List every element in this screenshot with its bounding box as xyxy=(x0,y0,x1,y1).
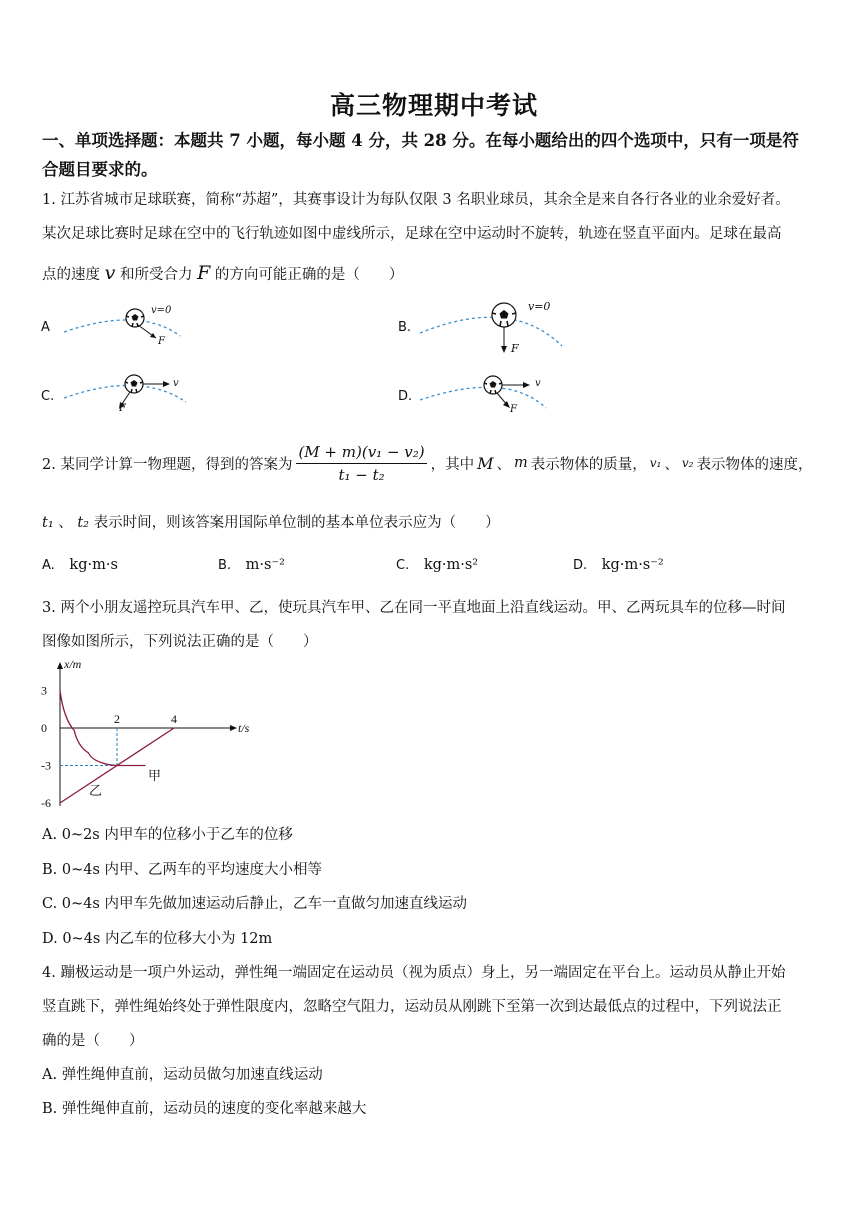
chart-series xyxy=(60,691,174,804)
q3-option-a: A. 0~2s 内甲车的位移小于乙车的位移 xyxy=(42,827,293,843)
football-icon xyxy=(125,375,143,393)
q4-option-a: A. 弹性绳伸直前，运动员做匀加速直线运动 xyxy=(42,1067,323,1083)
q3-option-d: D. 0~4s 内乙车的位移大小为 12m xyxy=(42,931,273,947)
chart-axes xyxy=(57,662,237,806)
x-axis-arrowhead xyxy=(230,725,237,731)
section-heading-line2: 合题目要求的。 xyxy=(42,160,158,179)
q1-line1: 1. 江苏省城市足球联赛，简称“苏超”，其赛事设计为每队仅限 3 名职业球员，其余全是来自各行各业的业余爱好者。 xyxy=(42,192,790,208)
q3-line2: 图像如图所示，下列说法正确的是（ ） xyxy=(42,634,318,650)
q2-v1: v₁ xyxy=(649,456,662,470)
trajectory-curve xyxy=(64,320,180,336)
q1-option-c-diagram xyxy=(60,366,230,426)
q1-line3 xyxy=(42,262,403,284)
y-tick-label: 3 xyxy=(41,683,47,698)
q1-option-b-label: B. xyxy=(398,320,412,335)
y-axis-label: x/m xyxy=(64,657,82,671)
q1-line2: 某次足球比赛时足球在空中的飞行轨迹如图中虚线所示，足球在空中运动时不旋转，轨迹在竖直平面内。足球在最高 xyxy=(42,226,782,242)
q2-speed-text: 表示物体的速度， xyxy=(696,456,813,473)
q2-fraction xyxy=(296,443,426,484)
trajectory-curve xyxy=(420,387,546,408)
q1-option-c-v-label: v xyxy=(173,378,179,389)
q2-option-b-text: m·s⁻² xyxy=(245,557,285,573)
q1-line3-a: 点的速度 xyxy=(42,267,100,283)
q2-v2: v₂ xyxy=(681,456,694,470)
y-tick-label: 0 xyxy=(41,721,47,735)
q1-option-d-v-label: v xyxy=(535,378,541,389)
q1-option-d-diagram xyxy=(416,366,596,426)
exam-title: 高三物理期中考试 xyxy=(329,91,538,120)
football-icon xyxy=(126,309,144,327)
q2-option-b-label: B. xyxy=(218,558,232,573)
q1-option-a-label: A xyxy=(41,320,50,335)
q2-option-a-text: kg·m·s xyxy=(69,557,118,573)
series-yi-label: 乙 xyxy=(89,784,103,799)
q2-denominator: t₁ − t₂ xyxy=(338,465,385,484)
q1-option-b-v-label: v=0 xyxy=(528,300,551,313)
q1-option-c-label: C. xyxy=(41,389,55,404)
velocity-arrowhead xyxy=(523,382,530,388)
q2-option-c-text: kg·m·s² xyxy=(423,557,479,573)
force-arrowhead xyxy=(501,346,507,353)
q4-line1: 4. 蹦极运动是一项户外运动，弹性绳一端固定在运动员（视为质点）身上，另一端固定在平台上。运动员从静止开始 xyxy=(42,965,786,981)
q2-option-d-text: kg·m·s⁻² xyxy=(601,557,664,573)
q1-options xyxy=(40,296,820,426)
series-jia-label: 甲 xyxy=(148,769,162,784)
q4-line3: 确的是（ ） xyxy=(42,1033,144,1049)
q1-v-symbol: v xyxy=(104,262,116,284)
q2-option-a xyxy=(42,557,118,573)
q2-option-d-label: D. xyxy=(573,558,588,573)
q3-option-b: B. 0~4s 内甲、乙两车的平均速度大小相等 xyxy=(42,862,323,878)
football-icon xyxy=(492,303,516,327)
q2-option-c xyxy=(396,557,478,573)
q3-option-c: C. 0~4s 内甲车先做加速运动后静止，乙车一直做匀加速直线运动 xyxy=(42,896,467,912)
q2-m: m xyxy=(514,455,528,471)
y-axis-arrowhead xyxy=(57,662,63,669)
y-tick-label: -6 xyxy=(41,796,51,810)
q1-option-a-diagram xyxy=(60,296,230,356)
q1-option-d-label: D. xyxy=(398,389,413,404)
q2-mid: ，其中 xyxy=(430,456,475,473)
q2-mass-text: 表示物体的质量， xyxy=(530,456,647,473)
q2-option-b xyxy=(218,557,285,573)
q2-line2-rest: 表示时间，则该答案用国际单位制的基本单位表示应为（ ） xyxy=(93,515,500,531)
q1-option-a-v-label: v=0 xyxy=(151,305,172,316)
q2-line2 xyxy=(42,511,500,532)
chart-labels xyxy=(41,657,250,810)
q1-f-symbol: F xyxy=(197,262,211,284)
velocity-arrowhead xyxy=(163,381,170,387)
q4-option-b: B. 弹性绳伸直前，运动员的速度的变化率越来越大 xyxy=(42,1101,367,1117)
q2-t1: t₁ xyxy=(42,515,54,531)
q1-option-b-f-label: F xyxy=(511,342,519,355)
q2-sep2: 、 xyxy=(664,456,679,473)
x-tick-label: 2 xyxy=(114,712,120,726)
q1-option-a-f-label: F xyxy=(158,336,165,347)
q3-line1: 3. 两个小朋友遥控玩具汽车甲、乙，使玩具汽车甲、乙在同一平直地面上沿直线运动。甲、乙两玩具车的位移—时间 xyxy=(42,600,786,616)
q2-t2: t₂ xyxy=(77,515,89,531)
q2-line1 xyxy=(42,438,812,488)
q1-option-c-f-label: F xyxy=(119,403,126,414)
q1-line3-c: 的方向可能正确的是（ ） xyxy=(214,267,404,283)
x-axis-label: t/s xyxy=(238,721,250,735)
q2-numerator: (M + m)(v₁ − v₂) xyxy=(296,443,426,464)
q2-line2-sep: 、 xyxy=(58,515,73,531)
q2-M: M xyxy=(477,453,494,473)
football-icon xyxy=(484,376,502,394)
q2-option-c-label: C. xyxy=(396,558,410,573)
q2-sep1: 、 xyxy=(496,456,512,473)
q4-line2: 竖直跳下，弹性绳始终处于弹性限度内，忽略空气阻力，运动员从刚跳下至第一次到达最低点的过程中，下列说法正 xyxy=(42,999,782,1015)
x-tick-label: 4 xyxy=(171,712,177,726)
chart-guides xyxy=(60,728,117,766)
q2-option-a-label: A. xyxy=(42,558,55,573)
q2-prefix: 2. 某同学计算一物理题，得到的答案为 xyxy=(42,456,293,473)
section-heading xyxy=(42,126,832,184)
q2-option-d xyxy=(573,557,664,573)
y-tick-label: -3 xyxy=(41,758,51,773)
xt-graph xyxy=(38,656,268,816)
trajectory-curve xyxy=(420,317,562,346)
q1-line3-b: 和所受合力 xyxy=(119,267,193,283)
q1-option-d-f-label: F xyxy=(510,404,517,415)
section-heading-line1: 一、单项选择题：本题共 7 小题，每小题 4 分，共 28 分。在每小题给出的四个选项中，只有一项是符 xyxy=(42,131,799,150)
